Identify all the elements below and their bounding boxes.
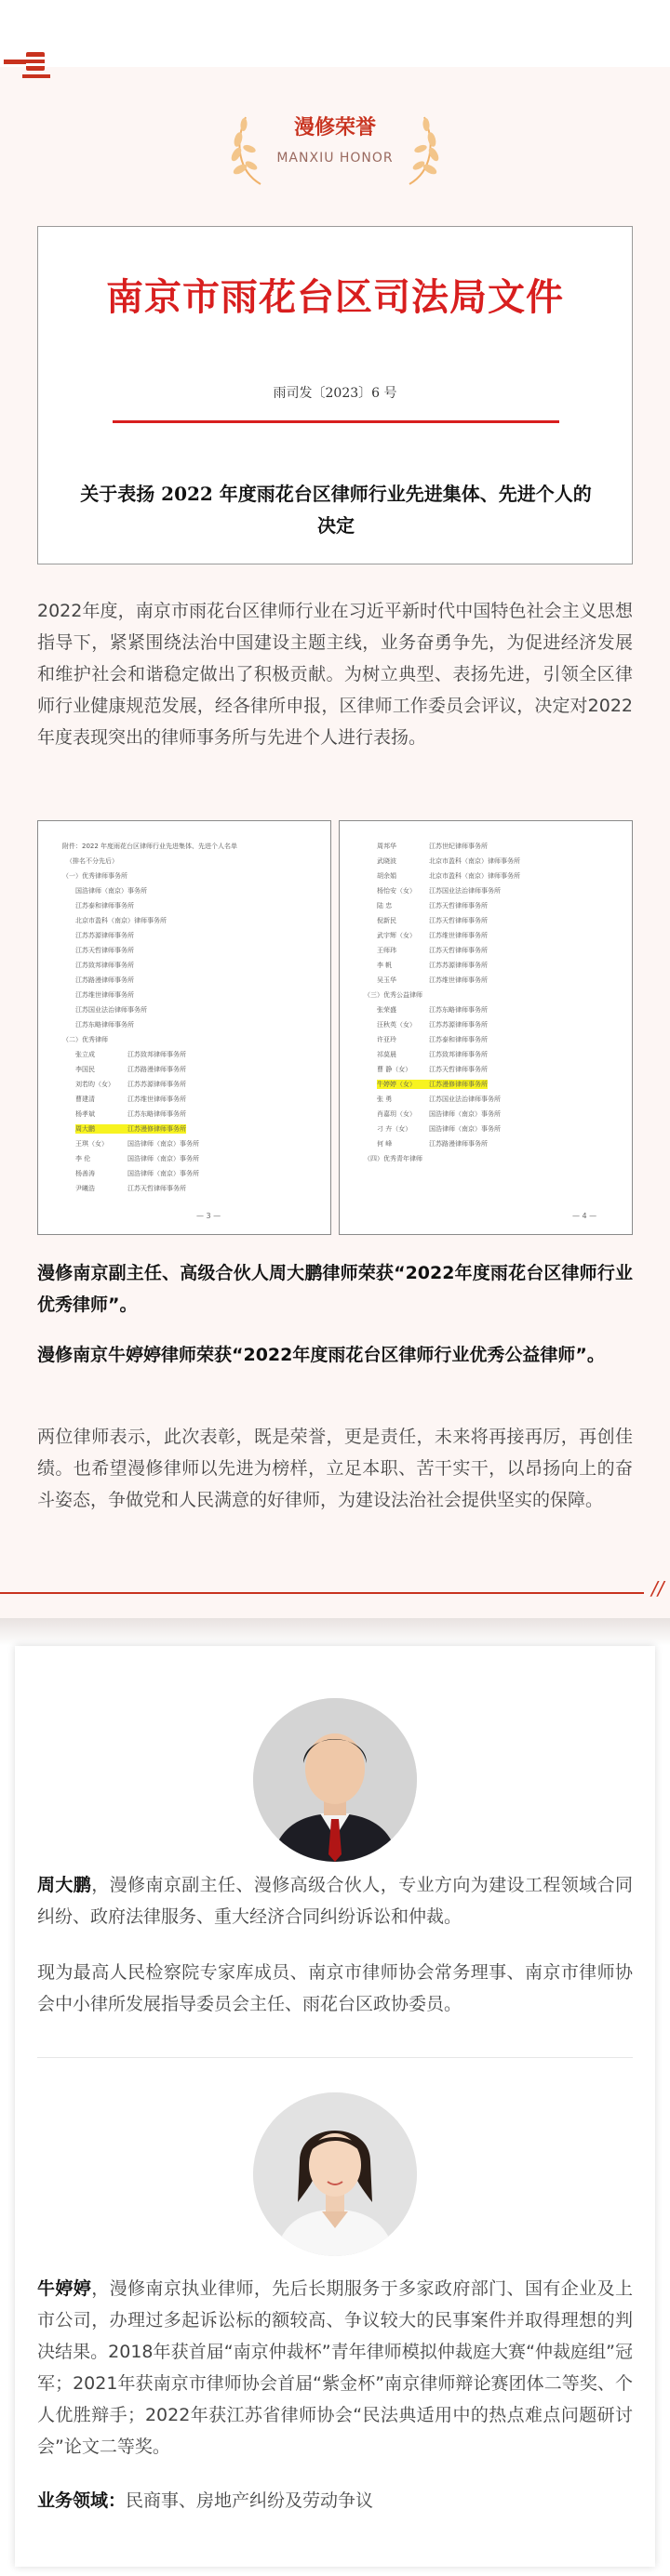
list-row-firm: 江苏漫修律师事务所 xyxy=(127,1125,186,1133)
list-row-firm: 江苏路漫律师事务所 xyxy=(429,1140,488,1148)
list-row xyxy=(377,1050,488,1059)
list-row-firm: 江苏天哲律师事务所 xyxy=(429,902,488,910)
list-row-name: 张 勇 xyxy=(377,1095,393,1103)
list-firm: 北京市盈科（南京）律师事务所 xyxy=(75,917,167,924)
list-row-name: 李 帆 xyxy=(377,962,393,969)
list-row xyxy=(377,1020,488,1029)
award-announcement-1: 漫修南京副主任、高级合伙人周大鹏律师荣获“2022年度雨花台区律师行业优秀律师”。 xyxy=(37,1263,633,1315)
closing-paragraph: 两位律师表示，此次表彰，既是荣誉，更是责任，未来将再接再厉，再创佳绩。也希望漫修律师以先进为榜样，立足本职、苦干实干，以昂扬向上的奋斗姿态，争做党和人民满意的好律师，为建设法治社会提供坚实的保障。 xyxy=(37,1427,633,1510)
practice-area-value: 民商事、房地产纠纷及劳动争议 xyxy=(126,2490,374,2511)
list-row-name: 曹建清 xyxy=(75,1095,95,1103)
list-row xyxy=(75,1184,186,1193)
list-section-title: （三）优秀公益律师 xyxy=(364,991,422,999)
list-row-firm: 江苏维世律师事务所 xyxy=(429,932,488,939)
list-row-name: 杨善涛 xyxy=(75,1170,95,1177)
document-title: 关于表扬 2022 年度雨花台区律师行业先进集体、先进个人的决定 xyxy=(80,483,592,537)
list-row-firm: 江苏天哲律师事务所 xyxy=(429,917,488,924)
profile-niu-name: 牛婷婷 xyxy=(37,2278,92,2299)
highlighted-list-row xyxy=(377,1080,488,1089)
list-row-firm: 江苏世纪律师事务所 xyxy=(429,843,488,850)
list-row xyxy=(377,1065,488,1074)
avatar-niu-tingting xyxy=(253,2092,417,2256)
list-row xyxy=(377,886,501,896)
list-row-firm: 国浩律师（南京）事务所 xyxy=(429,1110,501,1118)
list-row-firm: 北京市盈科（南京）律师事务所 xyxy=(429,857,520,865)
section-title: 漫修荣誉 xyxy=(293,116,376,139)
document-red-rule xyxy=(113,420,559,423)
list-row-firm: 江苏致邦律师事务所 xyxy=(429,1051,488,1058)
list-row xyxy=(377,1095,501,1104)
list-page-number: — 3 — xyxy=(196,1212,221,1220)
document-number: 雨司发〔2023〕6 号 xyxy=(273,386,397,401)
award-list-page-left xyxy=(37,820,331,1235)
list-row xyxy=(75,1095,186,1104)
list-row xyxy=(377,1124,501,1134)
intro-paragraph: 2022年度，南京市雨花台区律师行业在习近平新时代中国特色社会主义思想指导下，紧紧围绕法治中国建设主题主线，业务奋勇争先，为促进经济发展和维护社会和谐稳定做出了积极贡献。为树立典型、表扬先进，引领全区律师行业健康规范发展，经各律所申报，区律师工作委员会评议，决定对2022年度表现突出的律师事务所与先进个人进行表扬。 xyxy=(37,601,633,748)
highlighted-list-row xyxy=(75,1124,186,1134)
list-firm: 江苏东略律师事务所 xyxy=(75,1021,134,1029)
list-row xyxy=(377,1035,488,1044)
list-row xyxy=(377,842,488,851)
award-announcement-2: 漫修南京牛婷婷律师荣获“2022年度雨花台区律师行业优秀公益律师”。 xyxy=(37,1345,605,1365)
list-row-name: 曹 静（女） xyxy=(377,1066,412,1073)
list-row-firm: 江苏东略律师事务所 xyxy=(127,1110,186,1118)
list-row xyxy=(75,1065,186,1074)
list-row xyxy=(75,1109,186,1119)
list-row xyxy=(75,1080,186,1089)
profile-niu-description: ，漫修南京执业律师，先后长期服务于多家政府部门、国有企业及上市公司，办理过多起诉讼标的额较高、争议较大的民事案件并取得理想的判决结果。2018年获首届“南京仲裁杯”青年律师模拟仲裁庭大赛“仲裁庭组”冠军；2021年获南京市律师协会首届“紫金杯”南京律师辩论赛团体二等奖、个人优胜辩手；2022年获江苏省律师协会“民法典适用中的热点难点问题研讨会”论文二等奖。 xyxy=(37,2278,633,2457)
list-row-name: 武宇辉（女） xyxy=(377,932,416,939)
list-firm: 江苏苏源律师事务所 xyxy=(75,932,134,939)
list-row xyxy=(377,856,520,866)
practice-area-label: 业务领域： xyxy=(37,2490,127,2511)
list-row-firm: 江苏东略律师事务所 xyxy=(429,1006,488,1014)
profile-zhou-description: ，漫修南京副主任、漫修高级合伙人，专业方向为建设工程领域合同纠纷、政府法律服务、重大经济合同纠纷诉讼和仲裁。 xyxy=(37,1875,633,1927)
top-white-band xyxy=(0,0,670,67)
list-row-name: 张立成 xyxy=(75,1051,95,1058)
list-firm: 江苏泰和律师事务所 xyxy=(75,902,134,910)
list-row-name: 周大鹏 xyxy=(75,1125,95,1133)
divider-mark: // xyxy=(651,1577,664,1600)
list-row-firm: 北京市盈科（南京）律师事务所 xyxy=(429,872,520,880)
list-row-name: 倪新民 xyxy=(377,917,396,924)
list-row-firm: 江苏苏源律师事务所 xyxy=(429,1021,488,1029)
profile-separator xyxy=(37,2057,633,2058)
list-row-name: 许亚玲 xyxy=(377,1036,396,1043)
laurel-left-icon xyxy=(227,110,270,188)
list-row-name: 王琪（女） xyxy=(75,1140,108,1148)
list-row-name: 李国民 xyxy=(75,1066,95,1073)
list-row xyxy=(75,1139,199,1149)
list-row-firm: 江苏维世律师事务所 xyxy=(127,1095,186,1103)
list-row-name: 吴玉华 xyxy=(377,976,396,984)
list-row-firm: 江苏路漫律师事务所 xyxy=(127,1066,186,1073)
list-row xyxy=(75,1169,199,1178)
list-row-firm: 江苏漫修律师事务所 xyxy=(429,1081,488,1088)
gavel-icon xyxy=(4,43,50,80)
list-row-name: 李 伦 xyxy=(75,1155,91,1162)
section-subtitle: MANXIU HONOR xyxy=(276,151,394,166)
document-heading: 南京市雨花台区司法局文件 xyxy=(106,275,564,319)
list-firm: 江苏致邦律师事务所 xyxy=(75,962,134,969)
list-row xyxy=(75,1154,199,1163)
section-header xyxy=(0,110,670,193)
list-row-firm: 江苏天哲律师事务所 xyxy=(127,1185,186,1192)
list-row-name: 刘若昀（女） xyxy=(75,1081,114,1088)
list-row-firm: 江苏天哲律师事务所 xyxy=(429,947,488,954)
list-row-name: 何 峰 xyxy=(377,1140,393,1148)
list-row-name: 胡余娟 xyxy=(377,872,396,880)
list-row xyxy=(377,946,488,955)
list-firm: 国浩律师（南京）事务所 xyxy=(75,887,147,895)
list-row xyxy=(377,1109,501,1119)
list-row-name: 尹曦浩 xyxy=(75,1185,95,1192)
list-row-firm: 江苏泰和律师事务所 xyxy=(429,1036,488,1043)
list-row xyxy=(377,871,520,881)
list-row-name: 张荣盛 xyxy=(377,1006,396,1014)
official-document xyxy=(37,226,633,564)
list-row-name: 杨怡安（女） xyxy=(377,887,416,895)
list-row-name: 武晓波 xyxy=(377,857,396,865)
list-row-name: 杨孝斌 xyxy=(75,1110,95,1118)
profile-zhou-positions: 现为最高人民检察院专家库成员、南京市律师协会常务理事、南京市律师协会中小律所发展指导委员会主任、雨花台区政协委员。 xyxy=(37,1962,633,2014)
list-row-name: 刁 卉（女） xyxy=(377,1125,412,1133)
list-row xyxy=(377,1139,488,1149)
section-divider xyxy=(0,1592,644,1594)
list-row-name: 周邦华 xyxy=(377,843,396,850)
list-row-name: 汪秋英（女） xyxy=(377,1021,416,1029)
list-row-name: 祁莫晨 xyxy=(377,1051,396,1058)
list-row-firm: 江苏国业法治律师事务所 xyxy=(429,1095,501,1103)
list-row-firm: 国浩律师（南京）事务所 xyxy=(127,1170,199,1177)
profile-niu-intro xyxy=(37,2273,633,2463)
list-section-title: （二）优秀律师 xyxy=(62,1036,108,1043)
award-list-page-right xyxy=(339,820,633,1235)
list-row-firm: 江苏苏源律师事务所 xyxy=(127,1081,186,1088)
profile-zhou-intro xyxy=(37,1869,633,1932)
list-row-name: 牛婷婷（女） xyxy=(377,1081,416,1088)
list-firm: 江苏天哲律师事务所 xyxy=(75,947,134,954)
list-firm: 江苏路漫律师事务所 xyxy=(75,976,134,984)
list-page-number: — 4 — xyxy=(572,1212,597,1220)
list-row-name: 肖嘉玥（女） xyxy=(377,1110,416,1118)
list-section-title: （一）优秀律师事务所 xyxy=(62,872,127,880)
profile-zhou-name: 周大鹏 xyxy=(37,1875,92,1895)
list-header: 附件：2022 年度雨花台区律师行业先进集体、先进个人名单 xyxy=(62,843,238,850)
profile-niu-practice-area xyxy=(37,2485,633,2516)
list-row xyxy=(377,1005,488,1015)
list-row-firm: 江苏国业法治律师事务所 xyxy=(429,887,501,895)
list-row-firm: 国浩律师（南京）事务所 xyxy=(127,1140,199,1148)
list-firm: 江苏维世律师事务所 xyxy=(75,991,134,999)
laurel-right-icon xyxy=(400,110,443,188)
list-row-firm: 江苏天哲律师事务所 xyxy=(429,1066,488,1073)
list-row xyxy=(75,1050,186,1059)
list-row xyxy=(377,976,488,985)
list-row xyxy=(377,916,488,925)
list-row-firm: 国浩律师（南京）事务所 xyxy=(127,1155,199,1162)
list-row-firm: 江苏苏源律师事务所 xyxy=(429,962,488,969)
section-shadow xyxy=(0,1618,670,1646)
list-row-firm: 江苏维世律师事务所 xyxy=(429,976,488,984)
list-row-name: 陆 忠 xyxy=(377,902,393,910)
list-row xyxy=(377,961,488,970)
list-row-firm: 江苏致邦律师事务所 xyxy=(127,1051,186,1058)
list-row xyxy=(377,931,488,940)
list-row-name: 王师玮 xyxy=(377,947,396,954)
list-row-firm: 国浩律师（南京）事务所 xyxy=(429,1125,501,1133)
list-firm: 江苏国业法治律师事务所 xyxy=(75,1006,147,1014)
list-section-title: （四）优秀青年律师 xyxy=(364,1155,422,1162)
list-row xyxy=(377,901,488,910)
list-note: （排名不分先后） xyxy=(66,857,118,865)
avatar-zhou-dapeng xyxy=(253,1698,417,1862)
